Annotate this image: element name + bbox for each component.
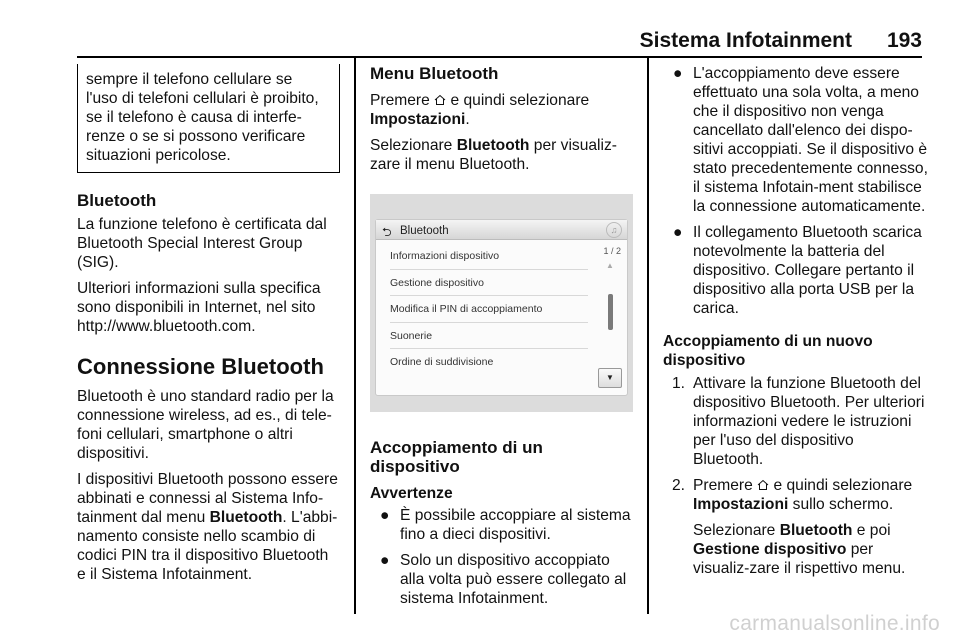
scroll-up-icon[interactable]: ▲	[606, 261, 614, 270]
connection-heading: Connessione Bluetooth	[77, 354, 324, 379]
column-divider	[354, 58, 356, 614]
list-item: ● L'accoppiamento deve essere effettuato una sola volta, a meno che il dispositivo non venga cancellato dall'elenco dei dispo-sitivi accoppiati. Se il dispositivo è stato precedentemente connesso, il sistema Infotain-ment stabilisce la connessione automaticamente.	[673, 65, 928, 215]
page-number: 193	[886, 29, 922, 52]
warning-line: l'uso di telefoni cellulari è proibito,	[86, 90, 319, 107]
bullet-dot: ●	[380, 552, 390, 569]
watermark: carmanualsonline.info	[729, 612, 940, 635]
music-note-icon[interactable]: ♫	[606, 222, 622, 238]
numbered-step: 1. Attivare la funzione Bluetooth del dispositivo Bluetooth. Per ulteriori informazioni vedere le istruzioni per l'uso del dispositivo Bluetooth.	[672, 375, 925, 468]
home-icon	[757, 479, 769, 491]
scrollbar-thumb[interactable]	[608, 294, 613, 330]
menu-item[interactable]: Ordine di suddivisione	[390, 356, 494, 368]
page-header	[0, 0, 960, 60]
menu-paragraph: Premere e quindi selezionare Impostazioni.	[370, 92, 590, 128]
menu-paragraph: Selezionare Bluetooth per visualiz-zare il menu Bluetooth.	[370, 137, 617, 173]
column-3	[663, 64, 928, 585]
connection-paragraph: I dispositivi Bluetooth possono essere abbinati e connessi al Sistema Info-tainment dal menu Bluetooth. L'abbi-namento consiste nello scambio di codici PIN tra il dispositivo Bluetooth e il Sistema Infotainment.	[77, 471, 338, 583]
screen-title: Bluetooth	[400, 225, 449, 237]
connection-paragraph: Bluetooth è uno standard radio per la connessione wireless, ad es., di tele-foni cellulari, smartphone o altri dispositivi.	[77, 388, 334, 462]
list-item: ● Solo un dispositivo accoppiato alla volta può essere collegato al sistema Infotainment.	[380, 552, 627, 607]
menu-bluetooth-heading: Menu Bluetooth	[370, 64, 499, 83]
step-paragraph: Selezionare Bluetooth e poi Gestione dispositivo per visualiz-zare il rispettivo menu.	[693, 522, 906, 577]
pairing-heading: Accoppiamento di un dispositivo	[370, 438, 543, 476]
header-rule	[77, 56, 922, 58]
home-icon	[434, 94, 446, 106]
menu-item[interactable]: Informazioni dispositivo	[390, 243, 588, 270]
warning-line: sempre il telefono cellulare se	[86, 71, 293, 88]
menu-item[interactable]: Modifica il PIN di accoppiamento	[390, 296, 588, 323]
bluetooth-paragraph: Ulteriori informazioni sulla specifica sono disponibili in Internet, nel sito http://www.bluetooth.com.	[77, 280, 321, 335]
screen-title-bar	[376, 220, 627, 240]
bullet-dot: ●	[673, 224, 683, 241]
bluetooth-paragraph: La funzione telefono è certificata dal Bluetooth Special Interest Group (SIG).	[77, 216, 327, 271]
scrollbar[interactable]	[607, 276, 615, 348]
column-1	[77, 64, 340, 591]
warning-line: situazioni pericolose.	[86, 147, 231, 164]
screen-panel	[375, 219, 628, 396]
note-heading: Avvertenze	[370, 485, 453, 502]
scroll-down-button[interactable]: ▼	[598, 368, 622, 388]
bullet-dot: ●	[380, 507, 390, 524]
list-item: ● È possibile accoppiare al sistema fino a dieci dispositivi.	[380, 507, 631, 543]
back-arrow-icon[interactable]: ⮌	[382, 225, 392, 239]
new-device-subheading: Accoppiamento di un nuovo dispositivo	[663, 333, 873, 369]
bullet-dot: ●	[673, 65, 683, 82]
screen-menu-list	[390, 243, 588, 375]
column-2	[370, 64, 633, 615]
numbered-step: 2. Premere e quindi selezionare Impostazioni sullo schermo. Selezionare Bluetooth e poi Gestione dispositivo per visualiz-zare il rispettivo menu.	[663, 476, 928, 578]
menu-item[interactable]: Suonerie	[390, 323, 588, 350]
warning-box	[77, 64, 340, 173]
header-title: Sistema Infotainment	[639, 29, 852, 52]
bluetooth-menu-screenshot	[370, 194, 633, 412]
warning-line: renze o se si possono verificare	[86, 128, 306, 145]
bluetooth-heading: Bluetooth	[77, 191, 157, 210]
list-item: ● Il collegamento Bluetooth scarica notevolmente la batteria del dispositivo. Collegare pertanto il dispositivo alla porta USB per la carica.	[673, 224, 922, 317]
page-indicator: 1 / 2	[603, 246, 621, 256]
column-divider	[647, 58, 649, 614]
warning-line: se il telefono è causa di interfe-	[86, 109, 302, 126]
menu-item[interactable]: Gestione dispositivo	[390, 270, 588, 297]
